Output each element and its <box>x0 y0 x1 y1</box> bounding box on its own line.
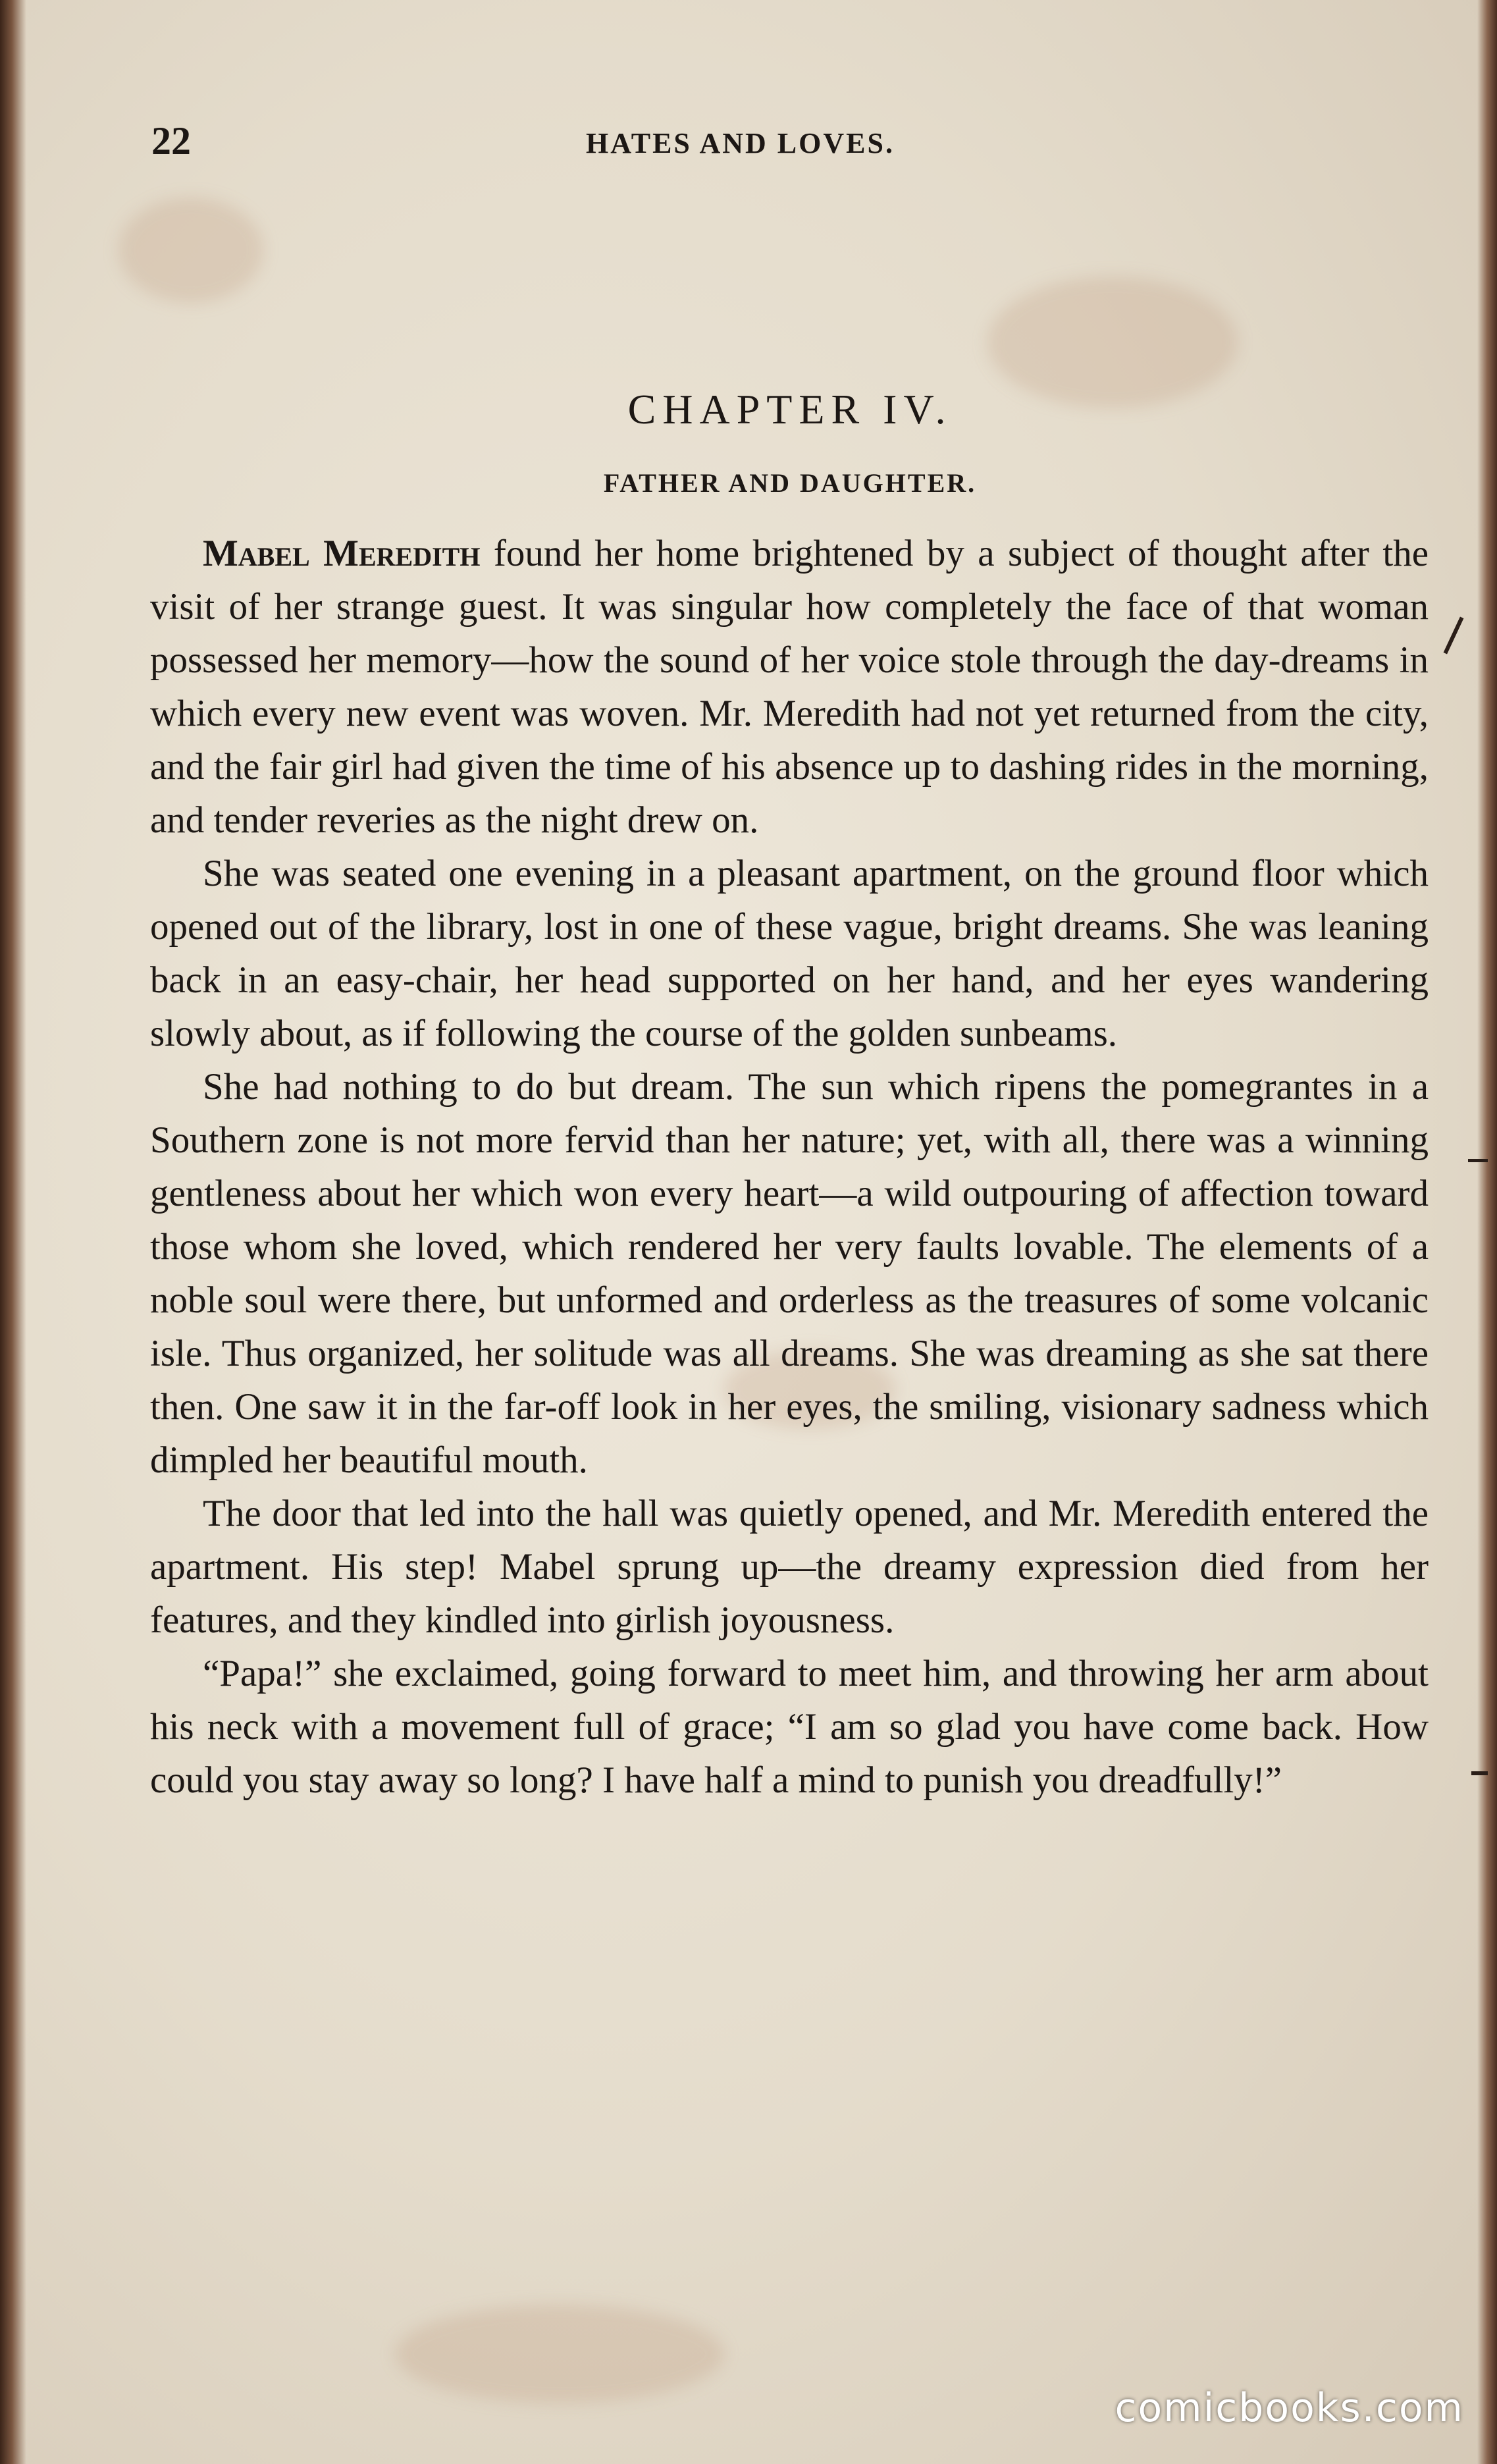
paragraph-text: The door that led into the hall was quietly opened, and Mr. Meredith entered the apartment. His step! Mabel sprung up—the dreamy expression died from her features, and they kindled into girlish joyousness. <box>150 1493 1429 1641</box>
site-watermark: comicbooks.com <box>1115 2385 1464 2431</box>
paragraph <box>150 847 1429 1060</box>
paper-stain <box>395 2305 724 2403</box>
paragraph-text: She had nothing to do but dream. The sun which ripens the pomegrantes in a Southern zone is not more fervid than her nature; yet, with all, there was a winning gentleness about her which won every heart—a wild outpouring of affection toward those whom she loved, which rendered her very faults lovable. The elements of a noble soul were there, but unformed and orderless as the treasures of some volcanic isle. Thus organized, her solitude was all dreams. She was dreaming as she sat there then. One saw it in the far-off look in her eyes, the smiling, visionary sadness which dimpled her beautiful mouth. <box>150 1066 1429 1481</box>
chapter-subtitle: FATHER AND DAUGHTER. <box>603 468 977 498</box>
body-text <box>150 527 1429 1807</box>
paragraph-lead: Mabel Meredith <box>203 533 481 574</box>
page-number: 22 <box>151 119 191 163</box>
margin-pen-mark <box>1471 1771 1488 1775</box>
paragraph <box>150 1647 1429 1807</box>
page-left-edge <box>0 0 26 2464</box>
paragraph <box>150 527 1429 847</box>
page-header <box>151 119 1429 171</box>
paragraph-text: She was seated one evening in a pleasant apartment, on the ground floor which opened out of the library, lost in one of these vague, bright dreams. She was leaning back in an easy-chair, her head supported on her hand, and her eyes wandering slowly about, as if following the course of the golden sunbeams. <box>150 853 1429 1054</box>
paragraph <box>150 1060 1429 1487</box>
margin-pen-mark <box>1444 617 1464 655</box>
paragraph-text: found her home brightened by a subject of thought after the visit of her strange guest. It was singular how completely the face of that woman possessed her memory—how the sound of her voice stole through the day-dreams in which every new event was woven. Mr. Meredith had not yet returned from the city, and the fair girl had given the time of his absence up to dashing rides in the morning, and tender reveries as the night drew on. <box>150 533 1429 841</box>
paragraph <box>150 1487 1429 1647</box>
chapter-title: CHAPTER IV. <box>627 386 953 433</box>
page-right-edge <box>1477 0 1497 2464</box>
running-head: HATES AND LOVES. <box>586 127 895 159</box>
paragraph-text: “Papa!” she exclaimed, going forward to meet him, and throwing her arm about his neck with a movement full of grace; “I am so glad you have come back. How could you stay away so long? I have half a mind to punish you dreadfully!” <box>150 1653 1429 1801</box>
margin-pen-mark <box>1468 1159 1488 1162</box>
paper-stain <box>118 198 263 303</box>
